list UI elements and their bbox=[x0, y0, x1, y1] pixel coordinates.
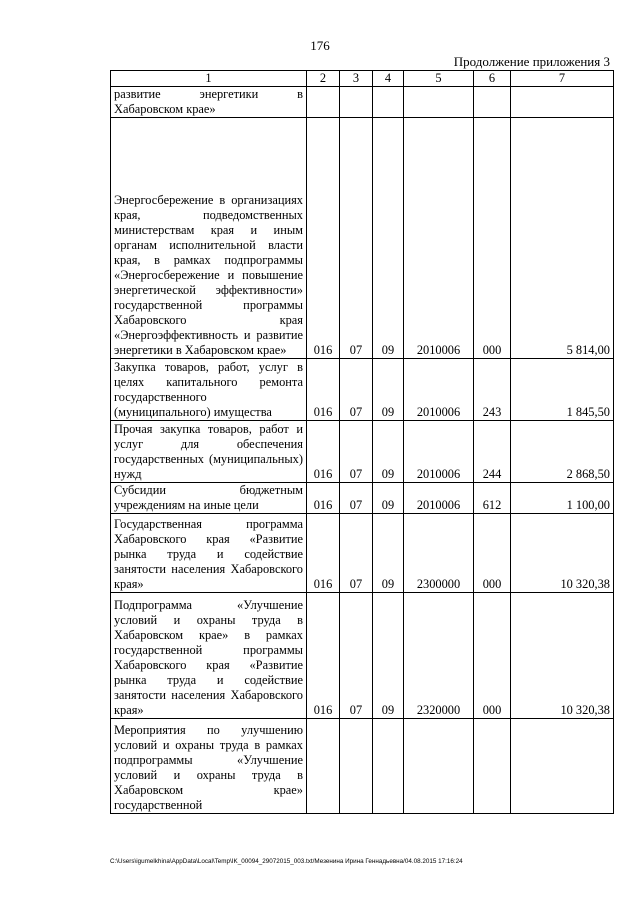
row-cell-5: 2010006 bbox=[404, 118, 474, 359]
row-cell-2 bbox=[307, 719, 340, 814]
row-name-text: Субсидии бюджетным учреждениям на иные цели bbox=[114, 483, 303, 512]
table-row bbox=[111, 514, 614, 593]
table-row bbox=[111, 87, 614, 118]
row-cell-4: 09 bbox=[373, 483, 404, 514]
table-row bbox=[111, 118, 614, 359]
row-cell-3 bbox=[340, 719, 373, 814]
row-cell-3: 07 bbox=[340, 483, 373, 514]
row-cell-3: 07 bbox=[340, 514, 373, 593]
row-name bbox=[111, 514, 307, 593]
row-name-text: Закупка товаров, работ, услуг в целях капитального ремонта государственного (муниципального) имущества bbox=[114, 360, 303, 419]
row-cell-5: 2010006 bbox=[404, 421, 474, 483]
row-cell-6 bbox=[474, 87, 511, 118]
row-cell-6: 612 bbox=[474, 483, 511, 514]
row-cell-6 bbox=[474, 719, 511, 814]
row-name-text: развитие энергетики в Хабаровском крае» bbox=[114, 87, 303, 116]
row-cell-4: 09 bbox=[373, 118, 404, 359]
row-cell-7: 1 100,00 bbox=[511, 483, 614, 514]
row-cell-5: 2320000 bbox=[404, 593, 474, 719]
page-number: 176 bbox=[310, 38, 330, 53]
row-cell-5 bbox=[404, 719, 474, 814]
row-name bbox=[111, 359, 307, 421]
footer-file-path: C:\Users\igumelkhina\AppData\Local\Temp\IK_00094_29072015_003.txt/Мезенина Ирина Геннадьевна/04.08.2015 17:16:24 bbox=[110, 858, 463, 865]
row-cell-5 bbox=[404, 87, 474, 118]
table-row bbox=[111, 593, 614, 719]
row-cell-5: 2010006 bbox=[404, 359, 474, 421]
table-row bbox=[111, 719, 614, 814]
row-cell-4: 09 bbox=[373, 514, 404, 593]
header-col-7: 7 bbox=[511, 71, 614, 87]
row-cell-4: 09 bbox=[373, 593, 404, 719]
header-col-2: 2 bbox=[307, 71, 340, 87]
row-cell-3: 07 bbox=[340, 593, 373, 719]
row-cell-6: 244 bbox=[474, 421, 511, 483]
header-col-1: 1 bbox=[111, 71, 307, 87]
row-cell-7: 10 320,38 bbox=[511, 593, 614, 719]
row-cell-7: 2 868,50 bbox=[511, 421, 614, 483]
row-cell-3: 07 bbox=[340, 359, 373, 421]
row-cell-4 bbox=[373, 719, 404, 814]
header-col-3: 3 bbox=[340, 71, 373, 87]
row-name-text: Мероприятия по улучшению условий и охраны труда в рамках подпрограммы «Улучшение условий и охраны труда в Хабаровском крае» государственной bbox=[114, 723, 303, 812]
table-row bbox=[111, 421, 614, 483]
row-cell-6: 000 bbox=[474, 593, 511, 719]
row-name bbox=[111, 118, 307, 359]
row-name-text: Энергосбережение в организациях края, подведомственных министерствам края и иным органам исполнительной власти края, в рамках подпрограммы «Энергосбережение и повышение энергетической эффективности» государственной программы Хабаровского края «Энергоэффективность и развитие энергетики в Хабаровском крае» bbox=[114, 193, 303, 357]
header-col-5: 5 bbox=[404, 71, 474, 87]
header-col-6: 6 bbox=[474, 71, 511, 87]
row-cell-6: 243 bbox=[474, 359, 511, 421]
row-cell-4 bbox=[373, 87, 404, 118]
row-cell-2: 016 bbox=[307, 514, 340, 593]
row-cell-3: 07 bbox=[340, 421, 373, 483]
row-cell-3 bbox=[340, 87, 373, 118]
row-cell-7: 10 320,38 bbox=[511, 514, 614, 593]
row-cell-2: 016 bbox=[307, 593, 340, 719]
table-row bbox=[111, 359, 614, 421]
row-cell-7: 1 845,50 bbox=[511, 359, 614, 421]
row-name bbox=[111, 719, 307, 814]
row-cell-5: 2300000 bbox=[404, 514, 474, 593]
row-cell-6: 000 bbox=[474, 514, 511, 593]
row-cell-6: 000 bbox=[474, 118, 511, 359]
row-cell-7 bbox=[511, 87, 614, 118]
row-name bbox=[111, 421, 307, 483]
row-name-text: Государственная программа Хабаровского края «Развитие рынка труда и содействие занятости населения Хабаровского края» bbox=[114, 517, 303, 591]
row-cell-2: 016 bbox=[307, 118, 340, 359]
row-cell-2: 016 bbox=[307, 483, 340, 514]
row-name bbox=[111, 593, 307, 719]
budget-table bbox=[110, 70, 614, 814]
row-name-text: Прочая закупка товаров, работ и услуг для обеспечения государственных (муниципальных) нужд bbox=[114, 422, 303, 481]
row-cell-4: 09 bbox=[373, 421, 404, 483]
row-cell-3: 07 bbox=[340, 118, 373, 359]
row-cell-5: 2010006 bbox=[404, 483, 474, 514]
row-cell-2 bbox=[307, 87, 340, 118]
header-row bbox=[111, 71, 614, 87]
row-cell-2: 016 bbox=[307, 359, 340, 421]
row-name bbox=[111, 87, 307, 118]
continuation-label: Продолжение приложения 3 bbox=[453, 54, 610, 69]
row-name-text: Подпрограмма «Улучшение условий и охраны труда в Хабаровском крае» в рамках государственной программы Хабаровского края «Развитие рынка труда и содействие занятости населения Хабаровского края» bbox=[114, 598, 303, 717]
row-cell-7 bbox=[511, 719, 614, 814]
header-col-4: 4 bbox=[373, 71, 404, 87]
row-cell-4: 09 bbox=[373, 359, 404, 421]
table-row bbox=[111, 483, 614, 514]
row-cell-7: 5 814,00 bbox=[511, 118, 614, 359]
row-name bbox=[111, 483, 307, 514]
row-cell-2: 016 bbox=[307, 421, 340, 483]
